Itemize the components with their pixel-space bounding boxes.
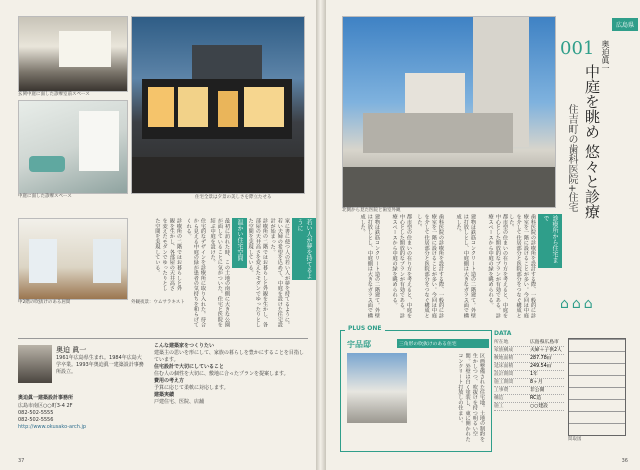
comment-text-3: 予算に応じて柔軟に対応します。 [154, 385, 229, 391]
data-row-value: 8ヶ月 [530, 380, 543, 385]
right-column-2: 都市型の住まいの在り方を考えると、中庭を中心とした開放的なプランが有効である。診療スペースから中庭の緑を眺められる。 [487, 214, 508, 318]
left-column-4: 住宅的なデザインを診療所に取り入れた。待合から見える中庭の緑が患者の気持ちを和らげてくれる。 [185, 218, 206, 328]
data-row-value: ○○建設 [530, 404, 548, 409]
left-heading-tag-2: 温かい住宅空間 [232, 218, 247, 268]
plus-one-text: 区画整備された住宅地。土地の制約を生かしつつ、吹抜けを持つ明るい空間。外壁は白く塗装し、東に開かれたコンクリート打放しの住まい。 [457, 353, 485, 442]
left-column-1: 家に書に使つ人の若い人が夢を持てるように。若い夫婦の希望を込めて、中庭を設けた住宅設計が始まった。 [269, 218, 290, 328]
data-row-value: RC造 [530, 396, 542, 401]
comment-text-4: 戸建住宅、医院、店舗 [154, 399, 205, 405]
right-column-4: 歯科医院の診療所を設計する際、一般的に診療室を一階に設けることが多い。今回は中庭を介して住居部分と医院部分をつなぐ構成とした。 [416, 214, 444, 318]
data-row [494, 403, 564, 411]
right-heading-tag-1: 診療所から住宅まで [538, 214, 562, 268]
data-row [494, 387, 564, 395]
caption-1: 玄関中庭に面した診療室前スペース [18, 92, 90, 97]
page-number-right: 36 [621, 458, 628, 464]
photo-exterior-day [342, 16, 556, 208]
architect-label: 奥迫眞一 [601, 40, 610, 72]
architect-fax: 082-502-5556 [18, 417, 54, 423]
data-row-value: 287.78㎡ [530, 356, 552, 361]
comment-heading-2: 住宅設計で大切にしていること [154, 364, 225, 370]
architect-office: 奥迫眞一建築設計事務所 [18, 395, 74, 401]
title-line-1: 中庭を眺め 悠々と診療 [583, 64, 601, 219]
gutter [316, 0, 326, 470]
right-column-3: 建物は鉄筋コンクリート造の二階建て。外壁は打放しとし、中庭側は大きなガラス面で構成した。 [455, 214, 476, 318]
article-number: 001 [560, 38, 595, 59]
comment-text-1: 建築主の思いを形にして、家族の暮らしを豊かにすることを目指しています。 [154, 350, 304, 363]
data-row [494, 395, 564, 403]
architect-photo [18, 345, 52, 383]
floor-plan [568, 338, 626, 436]
photo-treatment-room [18, 100, 128, 194]
right-column-6: 建物は鉄筋コンクリート造の二階建て。外壁は打放しとし、中庭側は大きなガラス面で構成した。 [359, 214, 380, 318]
architect-url[interactable]: http://www.okusako-arch.jp [18, 424, 87, 430]
data-row-value: 1年 [530, 372, 538, 377]
data-row-key: 工事費 [494, 388, 509, 393]
data-row [494, 355, 564, 363]
data-row-key: 設計期間 [494, 372, 514, 377]
left-column-3: 最初に訪れた時、この土地の南側に大きな公園が面していることに気がついた。住宅と医院を結ぶ中庭を設けた。 [209, 218, 230, 328]
data-row-key: 延床面積 [494, 364, 514, 369]
house-icon-row: ⌂⌂⌂ [560, 296, 596, 312]
left-heading-tag-1: 若い人が夢を持てるように [292, 218, 316, 280]
page-number-left: 37 [18, 458, 25, 464]
right-column-1: 歯科医院の診療所を設計する際、一般的に診療室を一階に設けることが多い。今回は中庭を介して住居部分と医院部分をつなぐ構成とした。 [508, 214, 536, 318]
photo-interior-courtyard [18, 16, 128, 92]
architect-name: 奥迫 眞一 [56, 346, 87, 354]
data-row-value: 広島県広島市 [530, 340, 559, 345]
region-tag: 広島県 [612, 18, 638, 31]
architect-bio: 1961年広島県生まれ。1984年広島大学卒業。1993年奥迫眞一建築設計事務所設立。 [56, 355, 144, 375]
data-row-key: 構造 [494, 396, 504, 401]
data-row-value: 夫婦＋子供2人 [530, 348, 562, 353]
plus-one-green-label: 三角形の吹抜けのある住宅 [397, 339, 489, 348]
caption-4: 中2階の吹抜けのある居間 [18, 300, 71, 305]
data-row-value: 非公開 [530, 388, 545, 393]
left-column-5: 診療所の二階ではお暮らしと外観を生かし、各部屋の天井高さを変えたモダンでゆったりとした空間を実現している。 [154, 218, 182, 291]
plus-one-sub: 宇品邸 [347, 340, 371, 349]
data-row-key: 施工期間 [494, 380, 514, 385]
photo-living [18, 218, 128, 300]
data-row [494, 371, 564, 379]
caption-5: 外観夜景：ウムサラキスト [131, 300, 185, 305]
architect-tel: 082-502-5555 [18, 410, 54, 416]
data-row-value: 249.54㎡ [530, 364, 552, 369]
architect-profile [18, 338, 308, 439]
plus-one-aside [340, 325, 492, 452]
comment-heading-3: 費用の考え方 [154, 378, 185, 384]
data-table [494, 330, 626, 450]
data-row-key: 家族構成 [494, 348, 514, 353]
data-row-key: 敷地面積 [494, 356, 514, 361]
data-row-key: 施工 [494, 404, 504, 409]
comment-heading-4: 建築実績 [154, 392, 175, 398]
comment-text-2: 住む人の個性を大切に、敷地に合ったプランを提案します。 [154, 371, 289, 377]
photo-exterior-dusk [131, 16, 305, 194]
data-row [494, 347, 564, 355]
data-rows [494, 339, 564, 411]
comment-heading-1: こんな建築家をつくりたい [154, 343, 215, 349]
floor-plan-label: 間取図 [568, 437, 582, 442]
plus-one-photo [347, 353, 407, 423]
architect-address: 広島市南区○○町3-4 2F [18, 403, 73, 409]
caption-6: 北側から見た医院と歯室外観 [342, 208, 401, 213]
data-row-key: 所在地 [494, 340, 509, 345]
data-row [494, 379, 564, 387]
caption-2: 中庭に面した診療スペース [18, 194, 72, 199]
right-column-5: 都市型の住まいの在り方を考えると、中庭を中心とした開放的なプランが有効である。診療スペースから中庭の緑を眺められる。 [391, 214, 412, 318]
title-line-2: 住吉町の歯科医院+住宅 [566, 104, 577, 213]
plus-one-title: PLUS ONE [345, 325, 385, 332]
data-row [494, 363, 564, 371]
data-row [494, 339, 564, 347]
left-column-2: 診療所の二階ではお暮らしと外観を生かし、各部屋の天井高さを変えたモダンでゆったりとした空間を実現している。 [247, 218, 268, 328]
data-table-title: DATA [494, 330, 512, 337]
caption-3: 住宅全景は夕景の美しさを際立たせる [195, 195, 272, 200]
comment-block [154, 343, 308, 439]
